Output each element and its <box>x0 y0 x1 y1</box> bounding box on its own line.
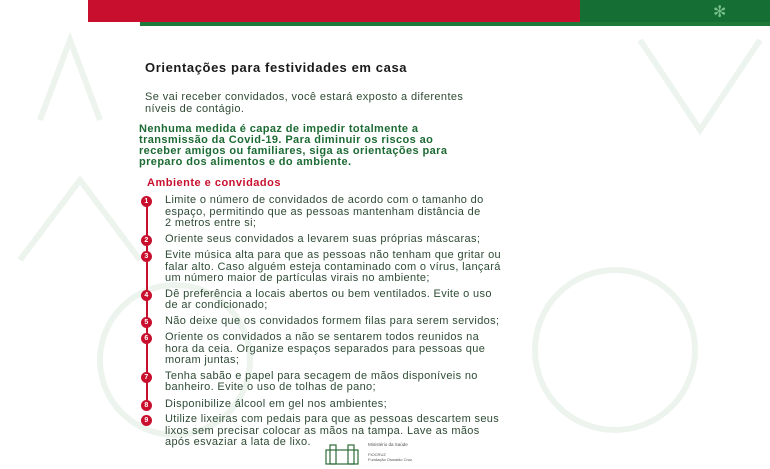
item-text-line: de ar condicionado; <box>165 299 268 311</box>
item-text-line: Disponibilize álcool em gel nos ambientes; <box>165 397 387 410</box>
item-number-badge: 4 <box>141 290 152 301</box>
list-item <box>137 332 637 367</box>
item-text-line: espaço, permitindo que as pessoas mantenham distância de <box>165 205 481 218</box>
top-green-band <box>580 0 770 22</box>
list-item <box>137 234 637 246</box>
item-text-line: falar alto. Caso alguém esteja contaminado com o vírus, lançará <box>165 260 501 273</box>
item-text-line: moram juntas; <box>165 354 240 366</box>
page-title: Orientações para festividades em casa <box>145 60 408 75</box>
item-number-badge: 8 <box>141 400 152 411</box>
item-number-badge: 6 <box>141 333 152 344</box>
item-text-line: Não deixe que os convidados formem filas para serem servidos; <box>165 314 500 327</box>
ministry-label: Ministério da Saúde <box>368 442 408 447</box>
intro-text: Se vai receber convidados, você estará exposto a diferentes níveis de contágio. <box>145 91 464 115</box>
item-text-line: hora da ceia. Organize espaços separados para pessoas que <box>165 342 486 355</box>
item-text-line: Oriente os convidados a não se sentarem todos reunidos na <box>165 331 480 343</box>
item-text-line: Dê preferência a locais abertos ou bem ventilados. Evite o uso <box>165 287 492 300</box>
item-text-line: Limite o número de convidados de acordo com o tamanho do <box>165 194 484 206</box>
section-title: Ambiente e convidados <box>147 177 281 189</box>
list-item <box>137 195 637 230</box>
item-text-line: Utilize lixeiras com pedais para que as pessoas descartem seus <box>165 413 500 425</box>
item-number-badge: 1 <box>141 196 152 207</box>
org-label: FIOCRUZ Fundação Oswaldo Cruz <box>368 452 413 462</box>
item-text-line: 2 metros entre si; <box>165 217 257 229</box>
item-number-badge: 7 <box>141 372 152 383</box>
fiocruz-logo-icon <box>322 444 362 466</box>
item-text-line: Tenha sabão e papel para secagem de mãos disponíveis no <box>165 369 478 382</box>
list-item <box>137 371 637 394</box>
item-text-line: após esvaziar a lata de lixo. <box>165 436 311 448</box>
item-text-line: lixos sem precisar colocar as mãos na tampa. Lave as mãos <box>165 424 480 437</box>
list-item <box>137 289 637 312</box>
list-item <box>137 399 637 411</box>
warning-note: Nenhuma medida é capaz de impedir totalmente a transmissão da Covid-19. Para diminuir os riscos ao receber amigos ou familiares, siga as orientações para preparo dos alimentos e do ambiente. <box>139 123 448 168</box>
guidelines-list <box>137 195 637 449</box>
document-content <box>137 60 637 449</box>
item-text-line: banheiro. Evite o uso de tolhas de pano; <box>165 381 376 393</box>
item-number-badge: 2 <box>141 235 152 246</box>
item-number-badge: 3 <box>141 251 152 262</box>
list-item <box>137 250 637 285</box>
list-item <box>137 316 637 328</box>
item-text-line: Oriente seus convidados a levarem suas próprias máscaras; <box>165 232 481 245</box>
item-text-line: Evite música alta para que as pessoas não tenham que gritar ou <box>165 249 501 261</box>
snowflake-icon: ✻ <box>713 2 727 21</box>
top-green-stripe <box>140 22 770 26</box>
footer-logos <box>322 440 442 466</box>
item-text-line: um número maior de partículas virais no ambiente; <box>165 272 430 284</box>
item-number-badge: 5 <box>141 317 152 328</box>
item-number-badge: 9 <box>141 415 152 426</box>
